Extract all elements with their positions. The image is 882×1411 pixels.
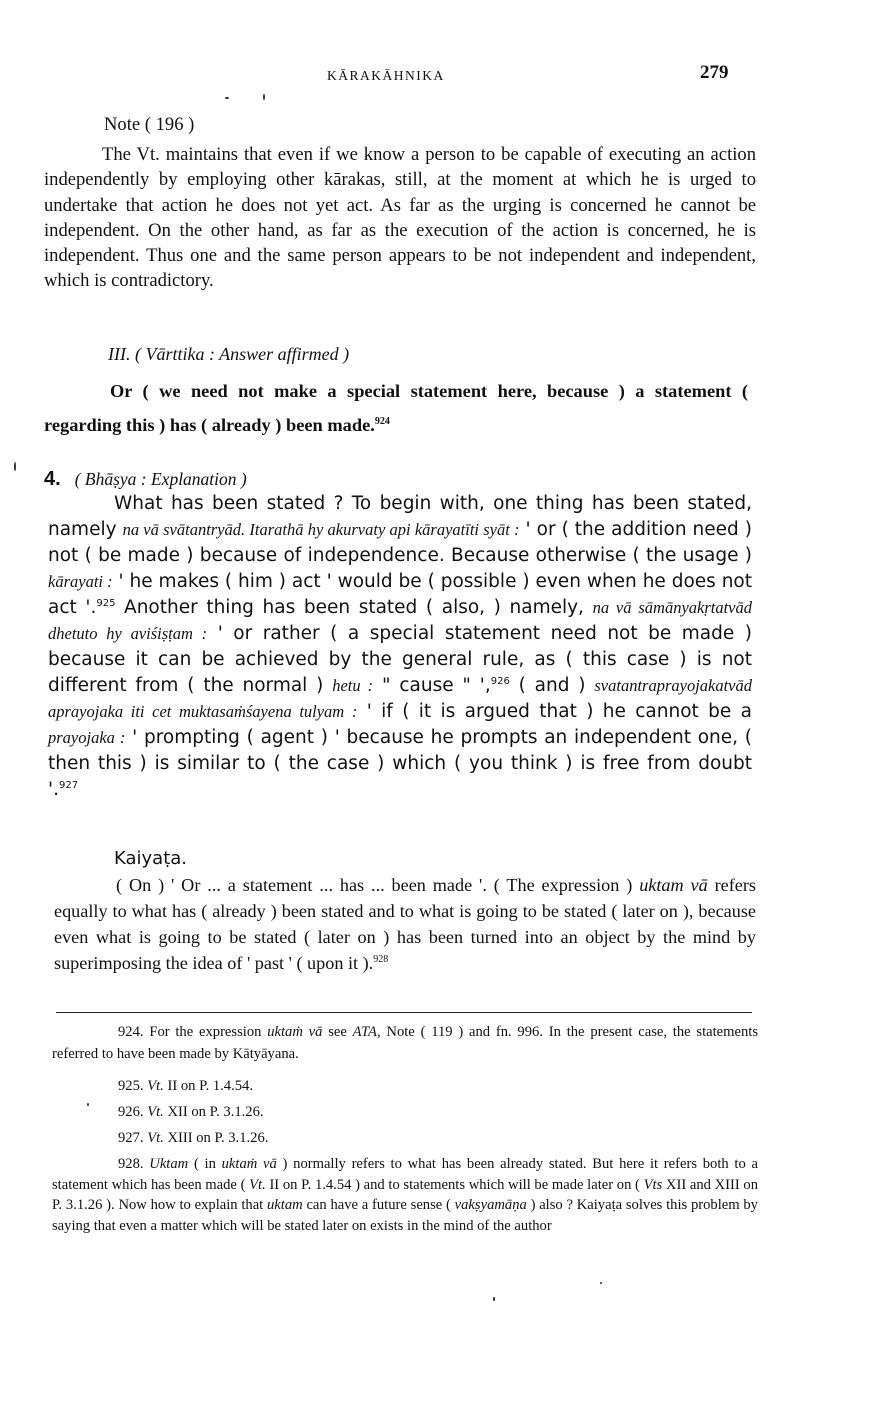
footnote-divider <box>56 1012 752 1013</box>
section-3-text <box>44 374 748 442</box>
footnote-italic: Vt. <box>147 1078 164 1094</box>
bhashya-text: ' if ( it is argued that ) he cannot be a <box>357 701 752 722</box>
scan-speck <box>14 462 16 471</box>
bhashya-text: ( and ) <box>509 675 595 696</box>
footnote-text: ) also ? Kaiyaṭa solves this problem by saying that even a matter which will be stated later on exists in the mind of the author <box>52 1197 758 1234</box>
kaiyata-text: refers equally to what has ( already ) been stated and to what is going to be stated ( later on ), because even what is going to be stated ( later on ) has been turned into an object by the mind by superimposing the idea of ' past ' ( upon it ). <box>54 875 756 973</box>
bhashya-text: ' or ( the addition need ) not ( be made ) because of independence. Because otherwise ( the usage ) <box>48 519 752 566</box>
footnote-italic: uktaṁ vā <box>267 1024 323 1040</box>
footnote-927 <box>118 1130 268 1147</box>
running-title: KĀRAKĀHNIKA <box>327 68 445 83</box>
footnote-ref-924: 924 <box>374 415 390 427</box>
footnote-924 <box>52 1022 758 1065</box>
bhashya-quote: hetu : <box>332 676 374 695</box>
footnote-926 <box>118 1104 264 1121</box>
footnote-text: XII and XIII on P. 3.1.26 ). Now how to explain that <box>52 1176 759 1213</box>
bhashya-paragraph <box>48 491 752 803</box>
footnote-italic: vakṣyamāṇa <box>454 1197 527 1213</box>
bhashya-text: What has been stated ? To begin with, one thing has been stated, namely <box>48 493 752 540</box>
kaiyata-paragraph <box>54 872 756 976</box>
kaiyata-text: ( On ) ' Or ... a statement ... has ... been made '. ( The expression ) <box>116 875 640 895</box>
note-label: Note ( 196 ) <box>104 114 195 135</box>
footnote-text: 927. <box>118 1130 148 1146</box>
section-3-text-body: Or ( we need not make a special statement here, because ) a statement ( regarding this ) has ( already ) been made. <box>44 381 748 435</box>
scan-speck <box>493 1297 495 1301</box>
bhashya-quote: kārayati : <box>48 572 113 591</box>
bhashya-quote: na vā sāmānyakṛtatvād dhetuto hy aviśiṣṭam : <box>48 598 752 643</box>
kaiyata-title: Kaiyaṭa. <box>114 848 188 869</box>
footnote-text: can have a future sense ( <box>302 1197 455 1213</box>
footnote-ref-925: 925 <box>96 597 116 609</box>
scan-speck <box>87 1103 89 1106</box>
footnote-925 <box>118 1078 253 1095</box>
scan-speck <box>600 1282 602 1284</box>
footnote-text: 924. For the expression <box>118 1024 268 1040</box>
bhashya-text: ' prompting ( agent ) ' because he prompts an independent one, ( then this ) is similar to ( the case ) which ( you think ) is free from doubt '. <box>48 727 752 800</box>
page-number: 279 <box>700 62 729 83</box>
kaiyata-quote: uktam vā <box>639 875 708 895</box>
footnote-italic: Vts <box>643 1176 663 1193</box>
scan-speck <box>225 97 229 99</box>
footnote-text: ( in <box>188 1156 222 1172</box>
footnote-text: II on P. 1.4.54. <box>163 1078 253 1094</box>
footnote-text: 928. <box>118 1156 150 1172</box>
footnote-italic: ATA, <box>352 1024 381 1040</box>
bhashya-quote: prayojaka : <box>48 728 126 747</box>
footnote-italic: uktam <box>267 1197 303 1213</box>
footnote-ref-926: 926 <box>490 675 510 687</box>
bhashya-text: ' he makes ( him ) act ' would be ( possible ) even when he does not act '. <box>48 571 752 618</box>
section-4-number: 4. <box>44 468 61 490</box>
bhashya-quote: na vā svātantryād. Itarathā hy akurvaty api kārayatīti syāt : <box>122 520 520 539</box>
footnote-928 <box>52 1154 758 1236</box>
bhashya-quote: svatantraprayojakatvād aprayojaka iti cet muktasaṁśayena tulyam : <box>48 676 753 721</box>
footnote-italic: Vt. <box>147 1130 164 1146</box>
footnote-italic: Vt. <box>147 1104 164 1120</box>
footnote-italic: Vt. <box>249 1176 266 1193</box>
note-paragraph: The Vt. maintains that even if we know a person to be capable of executing an action independently by employing other kārakas, still, at the moment at which he is urged to undertake that action he does not yet act. As far as the urging is concerned he cannot be independent. On the other hand, as far as the execution of the action is concerned, he is independent. Thus one and the same person appears to be not independent and independent, which is contradictory. <box>44 144 756 292</box>
footnote-text: XIII on P. 3.1.26. <box>163 1130 269 1146</box>
section-4-title: ( Bhāṣya : Explanation ) <box>74 469 247 489</box>
section-3-heading: III. ( Vārttika : Answer affirmed ) <box>108 344 350 364</box>
footnote-text: ) normally refers to what has been already stated. But here it refers both to a statement which has been made ( <box>52 1156 758 1193</box>
footnote-ref-928: 928 <box>373 953 389 965</box>
footnote-text: II on P. 1.4.54 ) and to statements which will be made later on ( <box>265 1176 644 1193</box>
footnote-text: see <box>322 1024 353 1040</box>
scan-speck <box>263 94 265 100</box>
footnote-text: Note ( 119 ) and fn. 996. In the present case, the statements referred to have been made by Kātyāyana. <box>52 1024 759 1062</box>
bhashya-text: Another thing has been stated ( also, ) namely, <box>115 597 593 618</box>
footnote-text: 925. <box>118 1078 148 1094</box>
footnote-italic: Uktam <box>149 1156 189 1172</box>
footnote-text: XII on P. 3.1.26. <box>163 1104 264 1120</box>
bhashya-text: " cause " ', <box>373 675 491 696</box>
bhashya-text: ' or rather ( a special statement need not be made ) because it can be achieved by the general rule, as ( this case ) is not different from ( the normal ) <box>48 623 752 696</box>
footnote-ref-927: 927 <box>58 779 79 791</box>
footnote-text: 926. <box>118 1104 148 1120</box>
page-header <box>0 62 882 86</box>
section-4-heading <box>44 468 247 491</box>
footnote-italic: uktaṁ vā <box>221 1156 277 1172</box>
